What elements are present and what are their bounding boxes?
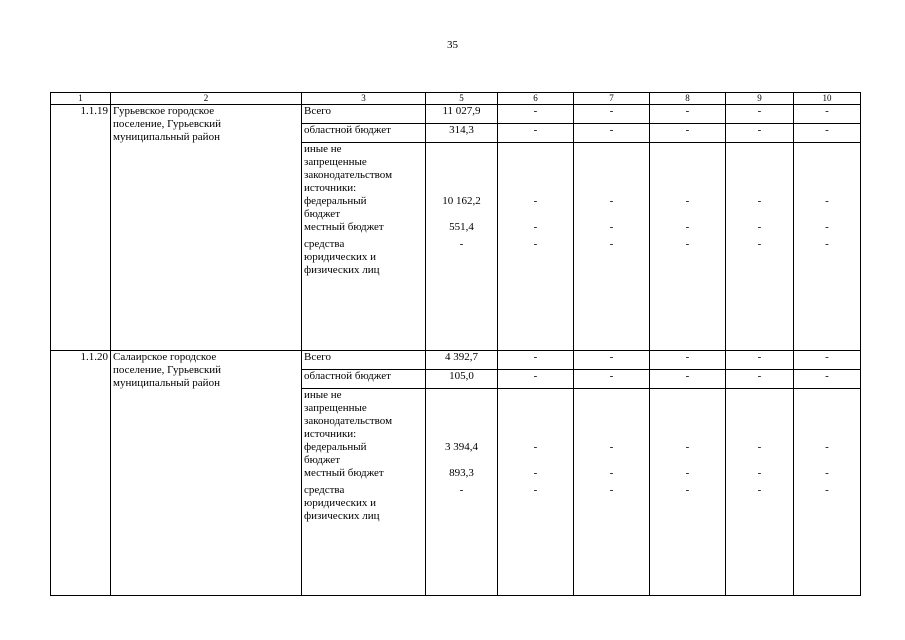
label-line: законодательством (304, 415, 393, 427)
dash: - (757, 484, 762, 496)
value-breakdown (426, 389, 498, 596)
local-value: 893,3 (449, 467, 474, 479)
header-cell: 9 (726, 93, 794, 105)
label-line: местный бюджет (304, 467, 384, 479)
persons-value: - (459, 484, 464, 496)
label-line: запрещенные (304, 402, 367, 414)
dash-cell: - (794, 370, 861, 389)
name-line: Салаирское городское (113, 351, 217, 363)
table-row (51, 351, 861, 370)
municipality-name (111, 105, 302, 351)
dash: - (533, 221, 538, 233)
value-cell: 11 027,9 (426, 105, 498, 124)
dash: - (533, 441, 538, 453)
dash-cell: - (498, 351, 574, 370)
page-number: 35 (447, 39, 458, 51)
value-cell: 314,3 (426, 124, 498, 143)
dash-cell: - (498, 105, 574, 124)
budget-table (50, 92, 861, 596)
dash: - (533, 238, 538, 250)
dash: - (685, 221, 690, 233)
label-line: юридических и (304, 497, 377, 509)
name-line: муниципальный район (113, 131, 220, 143)
source-label: областной бюджет (302, 124, 426, 143)
dash: - (757, 467, 762, 479)
dash: - (533, 467, 538, 479)
label-line: средства (304, 484, 345, 496)
dash: - (825, 484, 829, 496)
dash: - (685, 467, 690, 479)
dash-breakdown (794, 389, 861, 596)
label-line: физических лиц (304, 510, 380, 522)
dash: - (533, 484, 538, 496)
dash-cell: - (650, 351, 726, 370)
source-label: Всего (302, 105, 426, 124)
dash: - (757, 441, 762, 453)
dash: - (757, 195, 762, 207)
value-cell: 4 392,7 (426, 351, 498, 370)
value-breakdown (426, 143, 498, 351)
dash-breakdown (574, 143, 650, 351)
dash: - (825, 195, 829, 207)
dash-cell: - (574, 124, 650, 143)
dash-breakdown (726, 389, 794, 596)
dash: - (685, 484, 690, 496)
dash-breakdown (650, 143, 726, 351)
dash-cell: - (794, 105, 861, 124)
label-line: физических лиц (304, 264, 380, 276)
label-line: федеральный (304, 195, 367, 207)
dash-cell: - (498, 124, 574, 143)
name-line: поселение, Гурьевский (113, 364, 222, 376)
header-cell: 1 (51, 93, 111, 105)
label-line: федеральный (304, 441, 367, 453)
dash: - (685, 441, 690, 453)
source-label: Всего (302, 351, 426, 370)
header-cell: 10 (794, 93, 861, 105)
dash: - (757, 221, 762, 233)
label-line: источники: (304, 428, 357, 440)
dash-breakdown (498, 389, 574, 596)
dash: - (609, 221, 614, 233)
label-line: законодательством (304, 169, 393, 181)
dash: - (825, 441, 829, 453)
row-code: 1.1.20 (51, 351, 111, 596)
dash-cell: - (726, 105, 794, 124)
dash-breakdown (726, 143, 794, 351)
header-row (51, 93, 861, 105)
dash-cell: - (794, 351, 861, 370)
header-cell: 5 (426, 93, 498, 105)
name-line: поселение, Гурьевский (113, 118, 222, 130)
dash: - (825, 238, 829, 250)
table-row (51, 105, 861, 124)
source-label: областной бюджет (302, 370, 426, 389)
dash: - (825, 221, 829, 233)
header-cell: 3 (302, 93, 426, 105)
dash-cell: - (726, 351, 794, 370)
label-line: бюджет (304, 208, 340, 220)
federal-value: 3 394,4 (445, 441, 478, 453)
value-cell: 105,0 (426, 370, 498, 389)
dash: - (609, 467, 614, 479)
dash-cell: - (650, 124, 726, 143)
dash-cell: - (574, 105, 650, 124)
row-code: 1.1.19 (51, 105, 111, 351)
label-line: юридических и (304, 251, 377, 263)
dash-cell: - (574, 370, 650, 389)
persons-value: - (459, 238, 464, 250)
dash-breakdown (498, 143, 574, 351)
dash: - (685, 195, 690, 207)
dash: - (825, 467, 829, 479)
dash: - (609, 195, 614, 207)
label-line: иные не (304, 143, 342, 155)
dash-cell: - (498, 370, 574, 389)
header-cell: 6 (498, 93, 574, 105)
header-cell: 2 (111, 93, 302, 105)
dash: - (609, 484, 614, 496)
header-cell: 7 (574, 93, 650, 105)
local-value: 551,4 (449, 221, 474, 233)
dash-breakdown (794, 143, 861, 351)
label-line: иные не (304, 389, 342, 401)
header-cell: 8 (650, 93, 726, 105)
source-breakdown (302, 389, 426, 596)
label-line: бюджет (304, 454, 340, 466)
dash-cell: - (726, 370, 794, 389)
dash: - (609, 441, 614, 453)
dash-cell: - (574, 351, 650, 370)
dash-breakdown (650, 389, 726, 596)
label-line: местный бюджет (304, 221, 384, 233)
dash: - (757, 238, 762, 250)
dash: - (685, 238, 690, 250)
label-line: источники: (304, 182, 357, 194)
label-line: средства (304, 238, 345, 250)
label-line: запрещенные (304, 156, 367, 168)
name-line: Гурьевское городское (113, 105, 215, 117)
dash-cell: - (794, 124, 861, 143)
dash: - (533, 195, 538, 207)
municipality-name (111, 351, 302, 596)
dash-cell: - (726, 124, 794, 143)
source-breakdown (302, 143, 426, 351)
federal-value: 10 162,2 (442, 195, 481, 207)
dash-cell: - (650, 105, 726, 124)
name-line: муниципальный район (113, 377, 220, 389)
dash-breakdown (574, 389, 650, 596)
dash-cell: - (650, 370, 726, 389)
dash: - (609, 238, 614, 250)
